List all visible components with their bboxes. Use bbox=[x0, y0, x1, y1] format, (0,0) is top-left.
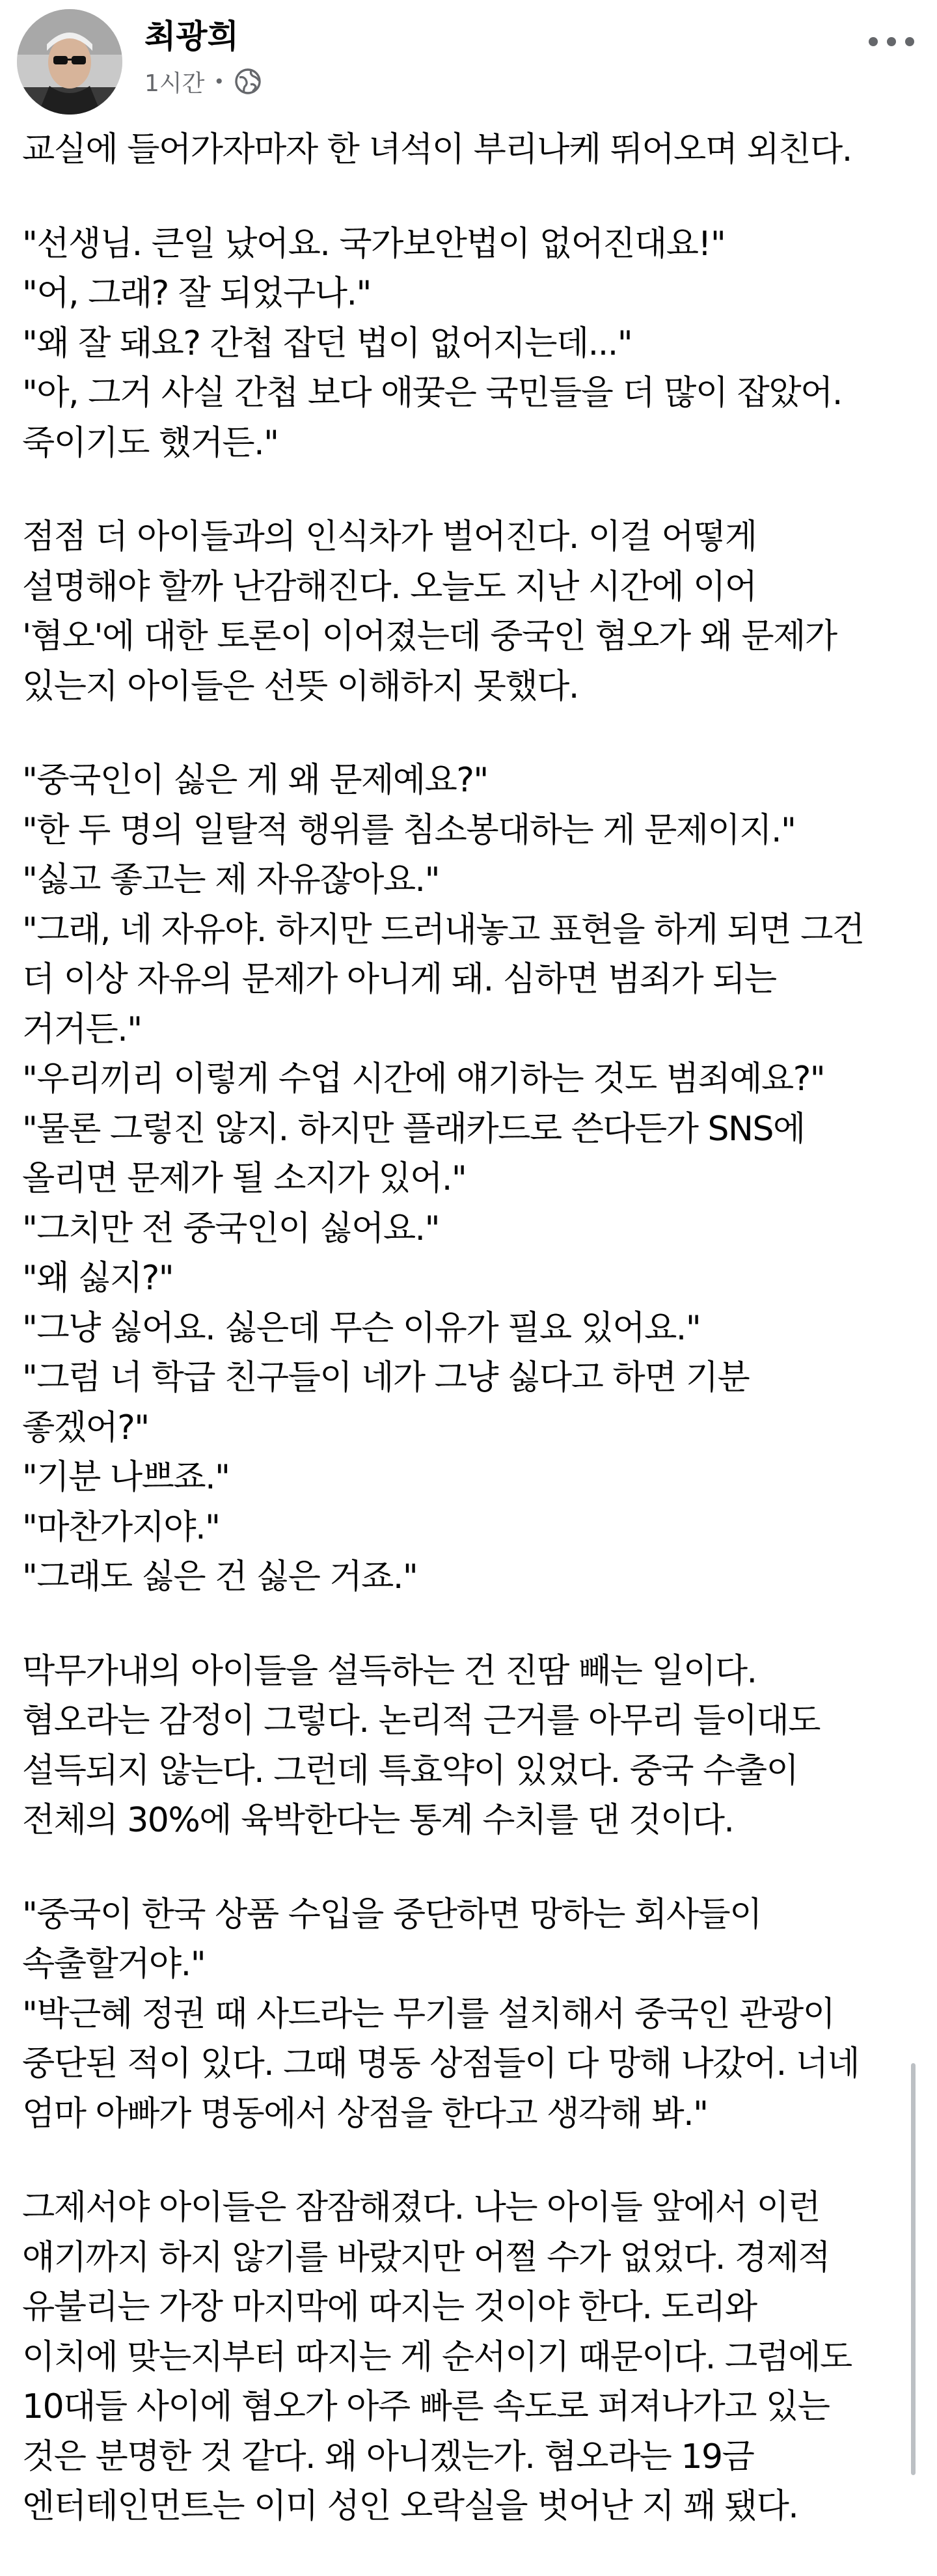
scrollbar-thumb[interactable] bbox=[911, 2063, 916, 2475]
author-name[interactable]: 최광희 bbox=[144, 18, 239, 55]
post-paragraph-1: 교실에 들어가자마자 한 녀석이 부리나케 뛰어오며 외친다. bbox=[22, 130, 852, 169]
post-timestamp[interactable]: 1시간 bbox=[144, 70, 205, 97]
post-paragraph-4: "중국인이 싫은 게 왜 문제예요?" "한 두 명의 일탈적 행위를 침소봉대하는 게 문제이지." "싫고 좋고는 제 자유잖아요." "그래, 네 자유야. 하지만 드러내놓고 표현을 하게 되면 그건 더 이상 자유의 문제가 아니게 돼. 심하면 범죄가 되는 거거든." "우리끼리 이렇게 수업 시간에 얘기하는 것도 범죄예요?" "물론 그렇진 않지. 하지만 플래카드로 쓴다든가 SNS에 올리면 문제가 될 소지가 있어." "그치만 전 중국인이 싫어요." "왜 싫지?" "그냥 싫어요. 싫은데 무슨 이유가 필요 있어요." "그럼 너 학급 친구들이 네가 그냥 싫다고 하면 기분 좋겠어?" "기분 나쁘죠." "마찬가지야." "그래도 싫은 건 싫은 거죠." bbox=[22, 761, 864, 1596]
post-body bbox=[22, 125, 920, 2576]
more-options-button[interactable] bbox=[859, 22, 924, 61]
post-meta bbox=[144, 65, 262, 98]
meta-separator: • bbox=[213, 70, 224, 92]
post-paragraph-3: 점점 더 아이들과의 인식차가 벌어진다. 이걸 어떻게 설명해야 할까 난감해진다. 오늘도 지난 시간에 이어 '혐오'에 대한 토론이 이어졌는데 중국인 혐오가 왜 문제가 있는지 아이들은 선뜻 이해하지 못했다. bbox=[22, 517, 837, 706]
post-paragraph-2: "선생님. 큰일 났어요. 국가보안법이 없어진대요!" "어, 그래? 잘 되었구나." "왜 잘 돼요? 간첩 잡던 법이 없어지는데..." "아, 그거 사실 간첩 보다 애꿎은 국민들을 더 많이 잡았어. 죽이기도 했거든." bbox=[22, 224, 842, 463]
author-avatar[interactable] bbox=[17, 9, 122, 115]
globe-icon[interactable] bbox=[234, 67, 262, 96]
post-paragraph-5: 막무가내의 아이들을 설득하는 건 진땀 빼는 일이다. 혐오라는 감정이 그렇다. 논리적 근거를 아무리 들이대도 설득되지 않는다. 그런데 특효약이 있었다. 중국 수출이 전체의 30%에 육박한다는 통계 수치를 댄 것이다. bbox=[22, 1651, 821, 1840]
avatar-image bbox=[17, 9, 122, 115]
post-paragraph-6: "중국이 한국 상품 수입을 중단하면 망하는 회사들이 속출할거야." "박근혜 정권 때 사드라는 무기를 설치해서 중국인 관광이 중단된 적이 있다. 그때 명동 상점들이 다 망해 나갔어. 너네 엄마 아빠가 명동에서 상점을 한다고 생각해 봐." bbox=[22, 1895, 860, 2133]
more-dots-icon bbox=[868, 36, 915, 47]
post-header bbox=[0, 0, 937, 111]
post-paragraph-7: 그제서야 아이들은 잠잠해졌다. 나는 아이들 앞에서 이런 얘기까지 하지 않기를 바랐지만 어쩔 수가 없었다. 경제적 유불리는 가장 마지막에 따지는 것이야 한다. 도리와 이치에 맞는지부터 따지는 게 순서이기 때문이다. 그럼에도 10대들 사이에 혐오가 아주 빠른 속도로 퍼져나가고 있는 것은 분명한 것 같다. 왜 아니겠는가. 혐오라는 19금 엔터테인먼트는 이미 성인 오락실을 벗어난 지 꽤 됐다. bbox=[22, 2188, 852, 2526]
